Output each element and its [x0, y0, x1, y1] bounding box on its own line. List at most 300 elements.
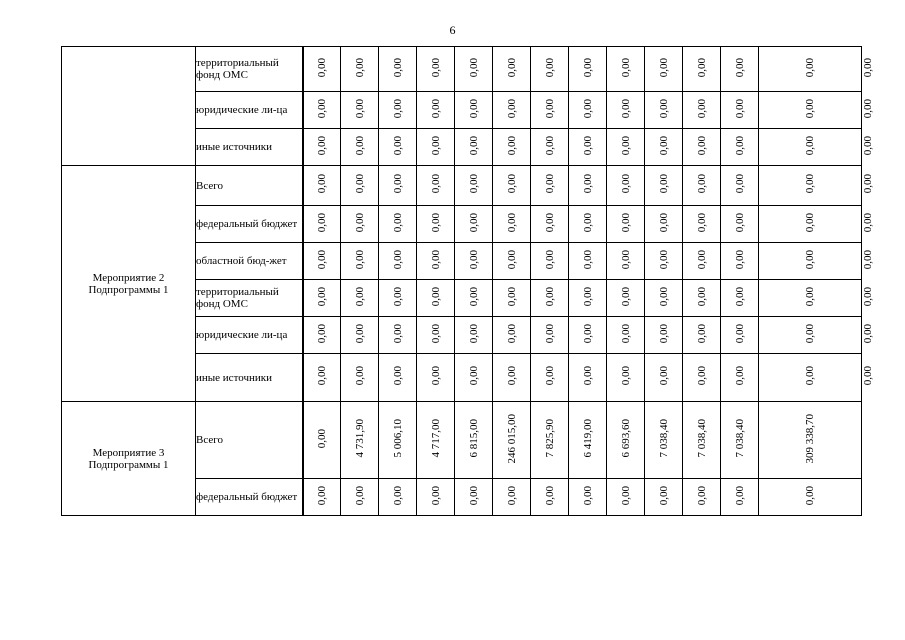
- value-cell: [379, 92, 417, 129]
- value-text: 6 815,00: [467, 419, 480, 458]
- value-cell: [455, 243, 493, 280]
- value-text: 0,00: [695, 57, 708, 78]
- value-text: 0,00: [353, 249, 366, 270]
- value-cell: [569, 354, 607, 402]
- funding-source-cell: юридические ли-ца: [196, 92, 303, 129]
- value-cell: [303, 47, 341, 92]
- total-value-cell: [759, 402, 862, 479]
- value-text: 0,00: [543, 212, 556, 233]
- value-cell: [645, 92, 683, 129]
- funding-source-cell: федеральный бюджет: [196, 206, 303, 243]
- value-text: 7 038,40: [733, 419, 746, 458]
- funding-source-cell: территориальный фонд ОМС: [196, 280, 303, 317]
- value-text: 0,00: [543, 286, 556, 307]
- funding-source-cell: Всего: [196, 402, 303, 479]
- value-text: 0,00: [315, 174, 328, 194]
- value-cell: [683, 280, 721, 317]
- value-cell: [531, 317, 569, 354]
- value-text: 0,00: [733, 212, 746, 233]
- value-cell: [303, 317, 341, 354]
- page-number: 6: [449, 23, 456, 37]
- value-text: 4 731,90: [353, 419, 366, 458]
- value-cell: [493, 206, 531, 243]
- value-cell: [721, 280, 759, 317]
- value-text: 0,00: [733, 323, 746, 344]
- value-text: 0,00: [315, 135, 328, 156]
- value-cell: [455, 479, 493, 516]
- value-cell: [379, 354, 417, 402]
- value-text: 0,00: [315, 57, 328, 78]
- value-cell: [531, 47, 569, 92]
- value-cell: [607, 92, 645, 129]
- value-text: 0,00: [543, 98, 556, 119]
- value-text: 0,00: [543, 249, 556, 270]
- value-text: 0,00: [657, 135, 670, 156]
- value-cell: [455, 206, 493, 243]
- value-text: 0,00: [467, 212, 480, 233]
- value-cell: [417, 92, 455, 129]
- value-cell: [645, 243, 683, 280]
- value-cell: [341, 92, 379, 129]
- value-text: 0,00: [391, 174, 404, 194]
- value-text: 0,00: [862, 174, 874, 194]
- value-cell: [379, 206, 417, 243]
- value-text: 0,00: [695, 174, 708, 194]
- value-cell: [683, 129, 721, 166]
- value-cell: [759, 280, 862, 317]
- funding-source-cell: федеральный бюджет: [196, 479, 303, 516]
- value-cell: [607, 129, 645, 166]
- value-text: 0,00: [862, 135, 874, 156]
- value-cell: [607, 166, 645, 206]
- value-text: 0,00: [353, 98, 366, 119]
- funding-source-cell: территориальный фонд ОМС: [196, 47, 303, 92]
- value-text: 0,00: [619, 135, 632, 156]
- value-cell: [721, 402, 759, 479]
- value-cell: [417, 129, 455, 166]
- value-text: 0,00: [862, 249, 874, 270]
- value-text: 0,00: [657, 212, 670, 233]
- value-cell: [683, 402, 721, 479]
- value-cell: [721, 206, 759, 243]
- value-text: 0,00: [862, 323, 874, 344]
- value-cell: [569, 243, 607, 280]
- value-cell: [607, 402, 645, 479]
- value-cell: [493, 129, 531, 166]
- value-cell: [683, 479, 721, 516]
- value-cell: [341, 206, 379, 243]
- value-text: 0,00: [733, 249, 746, 270]
- value-text: 7 038,40: [695, 419, 708, 458]
- value-cell: [417, 280, 455, 317]
- value-cell: [341, 479, 379, 516]
- value-text: 0,00: [315, 286, 328, 307]
- value-text: 0,00: [429, 249, 442, 270]
- value-text: 0,00: [619, 98, 632, 119]
- value-text: 0,00: [505, 135, 518, 156]
- value-text: 0,00: [619, 323, 632, 344]
- value-text: 0,00: [733, 366, 746, 386]
- value-cell: [759, 206, 862, 243]
- table-row: [62, 166, 862, 206]
- value-cell: [455, 402, 493, 479]
- value-text: 0,00: [315, 323, 328, 344]
- value-cell: [531, 243, 569, 280]
- value-text: 0,00: [581, 366, 594, 386]
- value-text: 0,00: [657, 286, 670, 307]
- value-cell: [493, 92, 531, 129]
- value-cell: [303, 166, 341, 206]
- value-text: 0,00: [391, 98, 404, 119]
- value-text: 0,00: [804, 57, 816, 78]
- value-cell: [493, 166, 531, 206]
- value-text: 0,00: [657, 57, 670, 78]
- value-cell: [379, 317, 417, 354]
- value-cell: [721, 47, 759, 92]
- value-cell: [455, 129, 493, 166]
- table-row: [62, 47, 862, 92]
- value-cell: [455, 47, 493, 92]
- value-text: 0,00: [619, 485, 632, 506]
- value-cell: [683, 317, 721, 354]
- value-cell: [379, 243, 417, 280]
- value-text: 0,00: [657, 174, 670, 194]
- value-cell: [303, 243, 341, 280]
- value-text: 0,00: [695, 286, 708, 307]
- value-text: 0,00: [543, 366, 556, 386]
- value-cell: [455, 280, 493, 317]
- value-cell: [645, 166, 683, 206]
- value-text: 0,00: [353, 174, 366, 194]
- value-cell: [569, 166, 607, 206]
- value-text: 0,00: [804, 366, 816, 386]
- value-cell: [493, 354, 531, 402]
- value-cell: [569, 206, 607, 243]
- value-cell: [455, 166, 493, 206]
- value-text: 0,00: [543, 57, 556, 78]
- value-text: 0,00: [353, 323, 366, 344]
- value-cell: [607, 317, 645, 354]
- value-text: 0,00: [505, 98, 518, 119]
- value-text: 6 419,00: [581, 419, 594, 458]
- value-text: 0,00: [505, 323, 518, 344]
- value-text: 0,00: [353, 212, 366, 233]
- value-text: 6 693,60: [619, 419, 632, 458]
- value-cell: [417, 47, 455, 92]
- value-cell: [645, 206, 683, 243]
- value-text: 246 015,00: [505, 413, 518, 464]
- value-text: 0,00: [505, 485, 518, 506]
- value-cell: [607, 47, 645, 92]
- value-cell: [493, 280, 531, 317]
- value-text: 0,00: [804, 135, 816, 156]
- value-text: 0,00: [505, 286, 518, 307]
- value-cell: [341, 243, 379, 280]
- value-text: 0,00: [429, 57, 442, 78]
- value-cell: [417, 354, 455, 402]
- value-text: 0,00: [391, 366, 404, 386]
- value-cell: [721, 243, 759, 280]
- value-text: 0,00: [619, 366, 632, 386]
- value-text: 0,00: [581, 286, 594, 307]
- value-text: 0,00: [695, 135, 708, 156]
- value-cell: [417, 479, 455, 516]
- value-cell: [379, 47, 417, 92]
- value-cell: [721, 479, 759, 516]
- value-text: 0,00: [733, 174, 746, 194]
- value-cell: [531, 129, 569, 166]
- value-cell: [417, 402, 455, 479]
- event-name-cell: Мероприятие 3 Подпрограммы 1: [62, 402, 196, 516]
- value-text: 5 006,10: [391, 419, 404, 458]
- value-cell: [531, 354, 569, 402]
- value-text: 0,00: [315, 212, 328, 233]
- value-cell: [455, 354, 493, 402]
- value-text: 0,00: [391, 286, 404, 307]
- value-cell: [721, 92, 759, 129]
- value-text: 0,00: [581, 174, 594, 194]
- value-text: 0,00: [429, 286, 442, 307]
- value-text: 0,00: [581, 135, 594, 156]
- value-cell: [569, 47, 607, 92]
- value-text: 7 825,90: [543, 419, 556, 458]
- value-text: 309 338,70: [804, 413, 816, 464]
- value-text: 0,00: [619, 212, 632, 233]
- value-cell: [341, 129, 379, 166]
- value-cell: [341, 402, 379, 479]
- value-text: 0,00: [804, 249, 816, 270]
- value-cell: [531, 402, 569, 479]
- value-text: 0,00: [657, 485, 670, 506]
- value-text: 0,00: [315, 366, 328, 386]
- value-cell: [531, 280, 569, 317]
- value-text: 0,00: [391, 323, 404, 344]
- value-text: 0,00: [467, 286, 480, 307]
- value-text: 0,00: [862, 366, 874, 386]
- value-text: 0,00: [581, 212, 594, 233]
- value-cell: [607, 280, 645, 317]
- value-cell: [683, 166, 721, 206]
- value-text: 0,00: [505, 212, 518, 233]
- value-text: 0,00: [619, 286, 632, 307]
- value-text: 0,00: [581, 249, 594, 270]
- value-cell: [341, 47, 379, 92]
- value-text: 0,00: [429, 174, 442, 194]
- value-text: 0,00: [695, 366, 708, 386]
- value-text: 0,00: [804, 485, 816, 506]
- value-text: 0,00: [505, 249, 518, 270]
- value-cell: [759, 317, 862, 354]
- value-cell: [493, 47, 531, 92]
- value-cell: [303, 280, 341, 317]
- value-text: 0,00: [505, 174, 518, 194]
- value-cell: [683, 243, 721, 280]
- value-cell: [569, 317, 607, 354]
- value-text: 0,00: [391, 135, 404, 156]
- value-cell: [607, 206, 645, 243]
- value-text: 0,00: [657, 366, 670, 386]
- value-text: 0,00: [467, 135, 480, 156]
- value-cell: [417, 317, 455, 354]
- value-text: 0,00: [733, 98, 746, 119]
- value-text: 0,00: [467, 249, 480, 270]
- value-cell: [493, 479, 531, 516]
- value-cell: [645, 479, 683, 516]
- value-text: 0,00: [695, 249, 708, 270]
- value-text: 0,00: [804, 212, 816, 233]
- value-cell: [569, 92, 607, 129]
- value-cell: [645, 402, 683, 479]
- value-cell: [303, 206, 341, 243]
- funding-source-cell: иные источники: [196, 354, 303, 402]
- value-cell: [531, 166, 569, 206]
- total-value-cell: [759, 479, 862, 516]
- value-cell: [531, 479, 569, 516]
- value-text: 0,00: [619, 174, 632, 194]
- value-text: 0,00: [733, 57, 746, 78]
- value-text: 0,00: [804, 98, 816, 119]
- value-text: 0,00: [543, 174, 556, 194]
- value-text: 0,00: [804, 286, 816, 307]
- value-cell: [721, 317, 759, 354]
- value-cell: [303, 92, 341, 129]
- value-cell: [759, 354, 862, 402]
- value-text: 0,00: [353, 57, 366, 78]
- value-cell: [417, 206, 455, 243]
- value-text: 0,00: [581, 57, 594, 78]
- value-cell: [303, 402, 341, 479]
- value-text: 0,00: [505, 366, 518, 386]
- value-text: 0,00: [391, 485, 404, 506]
- value-cell: [569, 479, 607, 516]
- value-cell: [569, 402, 607, 479]
- value-cell: [645, 354, 683, 402]
- value-text: 0,00: [353, 135, 366, 156]
- event-name-cell: Мероприятие 2 Подпрограммы 1: [62, 166, 196, 402]
- value-cell: [759, 243, 862, 280]
- value-text: 0,00: [429, 323, 442, 344]
- value-text: 0,00: [543, 485, 556, 506]
- value-text: 0,00: [391, 212, 404, 233]
- value-text: 0,00: [733, 485, 746, 506]
- value-cell: [493, 402, 531, 479]
- value-cell: [341, 166, 379, 206]
- value-text: 0,00: [467, 174, 480, 194]
- value-cell: [341, 317, 379, 354]
- value-text: 0,00: [315, 98, 328, 119]
- value-text: 0,00: [733, 135, 746, 156]
- value-text: 0,00: [862, 212, 874, 233]
- table-row: [62, 402, 862, 479]
- value-cell: [683, 47, 721, 92]
- value-cell: [759, 92, 862, 129]
- value-text: 0,00: [429, 135, 442, 156]
- value-cell: [759, 47, 862, 92]
- value-text: 0,00: [505, 57, 518, 78]
- event-name-cell: [62, 47, 196, 166]
- value-text: 0,00: [862, 98, 874, 119]
- value-cell: [417, 243, 455, 280]
- value-cell: [455, 92, 493, 129]
- value-cell: [607, 479, 645, 516]
- value-cell: [303, 479, 341, 516]
- value-cell: [341, 354, 379, 402]
- value-text: 0,00: [391, 57, 404, 78]
- value-text: 0,00: [467, 57, 480, 78]
- value-cell: [721, 129, 759, 166]
- value-text: 0,00: [429, 212, 442, 233]
- value-cell: [721, 166, 759, 206]
- value-text: 0,00: [695, 485, 708, 506]
- value-text: 0,00: [619, 57, 632, 78]
- value-text: 0,00: [695, 98, 708, 119]
- value-text: 0,00: [353, 485, 366, 506]
- value-text: 0,00: [543, 323, 556, 344]
- funding-source-cell: иные источники: [196, 129, 303, 166]
- value-text: 0,00: [581, 98, 594, 119]
- value-text: 0,00: [315, 428, 328, 449]
- value-text: 0,00: [353, 366, 366, 386]
- value-cell: [531, 92, 569, 129]
- value-text: 0,00: [862, 57, 874, 78]
- value-cell: [683, 354, 721, 402]
- value-cell: [721, 354, 759, 402]
- value-cell: [493, 317, 531, 354]
- value-text: 0,00: [315, 485, 328, 506]
- value-cell: [379, 166, 417, 206]
- value-cell: [493, 243, 531, 280]
- budget-table: [61, 46, 874, 516]
- value-text: 0,00: [581, 323, 594, 344]
- value-text: 0,00: [733, 286, 746, 307]
- value-cell: [759, 129, 862, 166]
- value-cell: [455, 317, 493, 354]
- value-cell: [303, 354, 341, 402]
- value-text: 0,00: [429, 366, 442, 386]
- value-text: 0,00: [804, 323, 816, 344]
- funding-source-cell: Всего: [196, 166, 303, 206]
- value-text: 0,00: [804, 174, 816, 194]
- value-text: 0,00: [467, 485, 480, 506]
- funding-source-cell: юридические ли-ца: [196, 317, 303, 354]
- value-cell: [341, 280, 379, 317]
- value-text: 0,00: [619, 249, 632, 270]
- value-cell: [759, 166, 862, 206]
- value-text: 0,00: [657, 323, 670, 344]
- value-cell: [303, 129, 341, 166]
- value-text: 0,00: [467, 98, 480, 119]
- value-cell: [417, 166, 455, 206]
- value-text: 0,00: [657, 98, 670, 119]
- value-text: 4 717,00: [429, 419, 442, 458]
- value-text: 0,00: [543, 135, 556, 156]
- value-cell: [645, 280, 683, 317]
- value-cell: [379, 280, 417, 317]
- value-cell: [645, 129, 683, 166]
- value-text: 0,00: [353, 286, 366, 307]
- value-text: 0,00: [429, 98, 442, 119]
- value-text: 0,00: [391, 249, 404, 270]
- value-cell: [607, 354, 645, 402]
- value-cell: [645, 317, 683, 354]
- value-text: 0,00: [429, 485, 442, 506]
- value-cell: [569, 129, 607, 166]
- value-text: 0,00: [695, 212, 708, 233]
- value-cell: [607, 243, 645, 280]
- value-cell: [379, 402, 417, 479]
- value-cell: [683, 206, 721, 243]
- value-cell: [379, 479, 417, 516]
